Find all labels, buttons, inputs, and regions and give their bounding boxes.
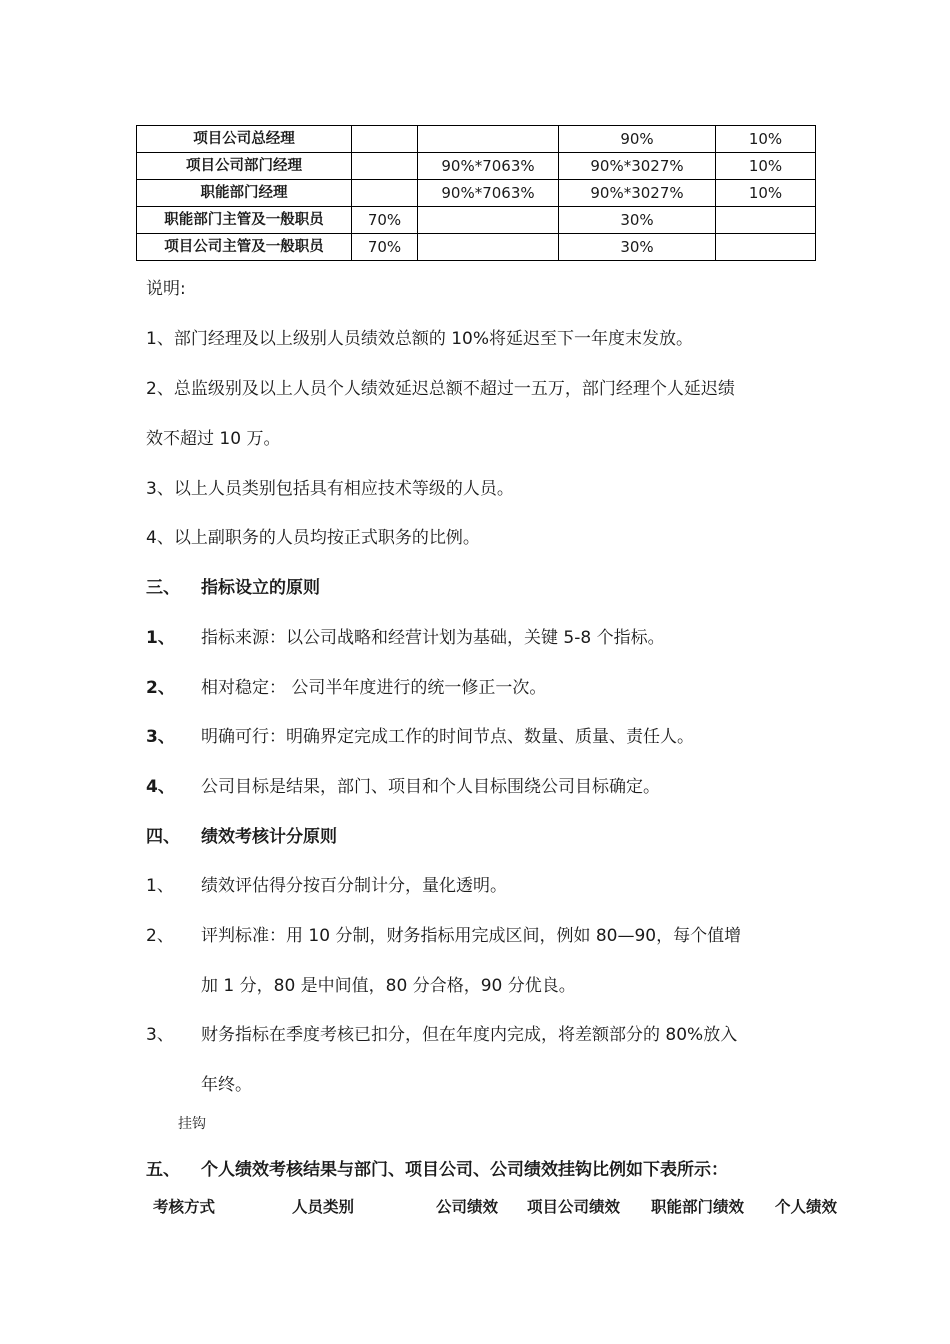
note-3: 3、以上人员类别包括具有相应技术等级的人员。 [146,479,514,499]
section-4-item-text: 财务指标在季度考核已扣分，但在年度内完成，将差额部分的 80%放入 [201,1025,738,1045]
cell-value [418,207,559,234]
cell-value: 90% [559,126,716,153]
section-4-item-number: 3、 [146,1025,174,1045]
section-3-item-number: 4、 [146,777,175,797]
cell-value: 30% [559,207,716,234]
row-label: 职能部门经理 [137,180,352,207]
cell-value: 30% [559,234,716,261]
row-label: 职能部门主管及一般职员 [137,207,352,234]
allocation-table [136,125,816,261]
header-individual-performance: 个人绩效 [775,1198,838,1216]
note-2: 2、总监级别及以上人员个人绩效延迟总额不超过一五万，部门经理个人延迟绩 [146,379,735,399]
section-4-title: 绩效考核计分原则 [201,827,337,847]
section-3-item-text: 相对稳定： 公司半年度进行的统一修正一次。 [201,678,547,698]
header-assessment-method: 考核方式 [153,1198,216,1216]
table-row [137,153,816,180]
cell-value [418,126,559,153]
table-row [137,234,816,261]
row-label: 项目公司主管及一般职员 [137,234,352,261]
header-project-company-performance: 项目公司绩效 [527,1198,621,1216]
cell-value [716,207,816,234]
note-4: 4、以上副职务的人员均按正式职务的比例。 [146,528,480,548]
section-4-item-number: 1、 [146,876,174,896]
row-label: 项目公司总经理 [137,126,352,153]
cell-value: 90%*3027% [559,153,716,180]
cell-value: 70% [352,234,418,261]
cell-value [352,180,418,207]
cell-value: 90%*7063% [418,180,559,207]
section-4-item-text: 绩效评估得分按百分制计分，量化透明。 [201,876,507,896]
section-4-number: 四、 [146,827,180,847]
cell-value: 10% [716,153,816,180]
cell-value [418,234,559,261]
section-3-item-number: 3、 [146,727,175,747]
section-5-title: 个人绩效考核结果与部门、项目公司、公司绩效挂钩比例如下表所示： [201,1160,728,1180]
section-4-item-cont: 年终。 [201,1075,252,1095]
cell-value: 70% [352,207,418,234]
cell-value [352,153,418,180]
section-3-item-number: 2、 [146,678,175,698]
cell-value: 90%*7063% [418,153,559,180]
cell-value: 10% [716,126,816,153]
section-3-number: 三、 [146,578,180,598]
note-2-cont: 效不超过 10 万。 [146,429,281,449]
note-1: 1、部门经理及以上级别人员绩效总额的 10%将延迟至下一年度末发放。 [146,329,694,349]
section-3-item-number: 1、 [146,628,175,648]
section-3-item-text: 指标来源：以公司战略和经营计划为基础，关键 5-8 个指标。 [201,628,665,648]
cell-value: 10% [716,180,816,207]
notes-title: 说明: [146,279,186,299]
section-4-extra: 挂钩 [178,1116,206,1132]
section-3-item-text: 明确可行：明确界定完成工作的时间节点、数量、质量、责任人。 [201,727,694,747]
section-5-number: 五、 [146,1160,180,1180]
cell-value [716,234,816,261]
section-4-item-number: 2、 [146,926,174,946]
cell-value [352,126,418,153]
row-label: 项目公司部门经理 [137,153,352,180]
section-3-title: 指标设立的原则 [201,578,320,598]
header-functional-dept-performance: 职能部门绩效 [651,1198,745,1216]
table-row [137,126,816,153]
table-row [137,207,816,234]
section-4-item-cont: 加 1 分，80 是中间值，80 分合格，90 分优良。 [201,976,576,996]
section-4-item-text: 评判标准：用 10 分制，财务指标用完成区间，例如 80—90，每个值增 [201,926,742,946]
header-company-performance: 公司绩效 [436,1198,499,1216]
section-3-item-text: 公司目标是结果，部门、项目和个人目标围绕公司目标确定。 [201,777,660,797]
table-row [137,180,816,207]
cell-value: 90%*3027% [559,180,716,207]
header-staff-category: 人员类别 [292,1198,355,1216]
